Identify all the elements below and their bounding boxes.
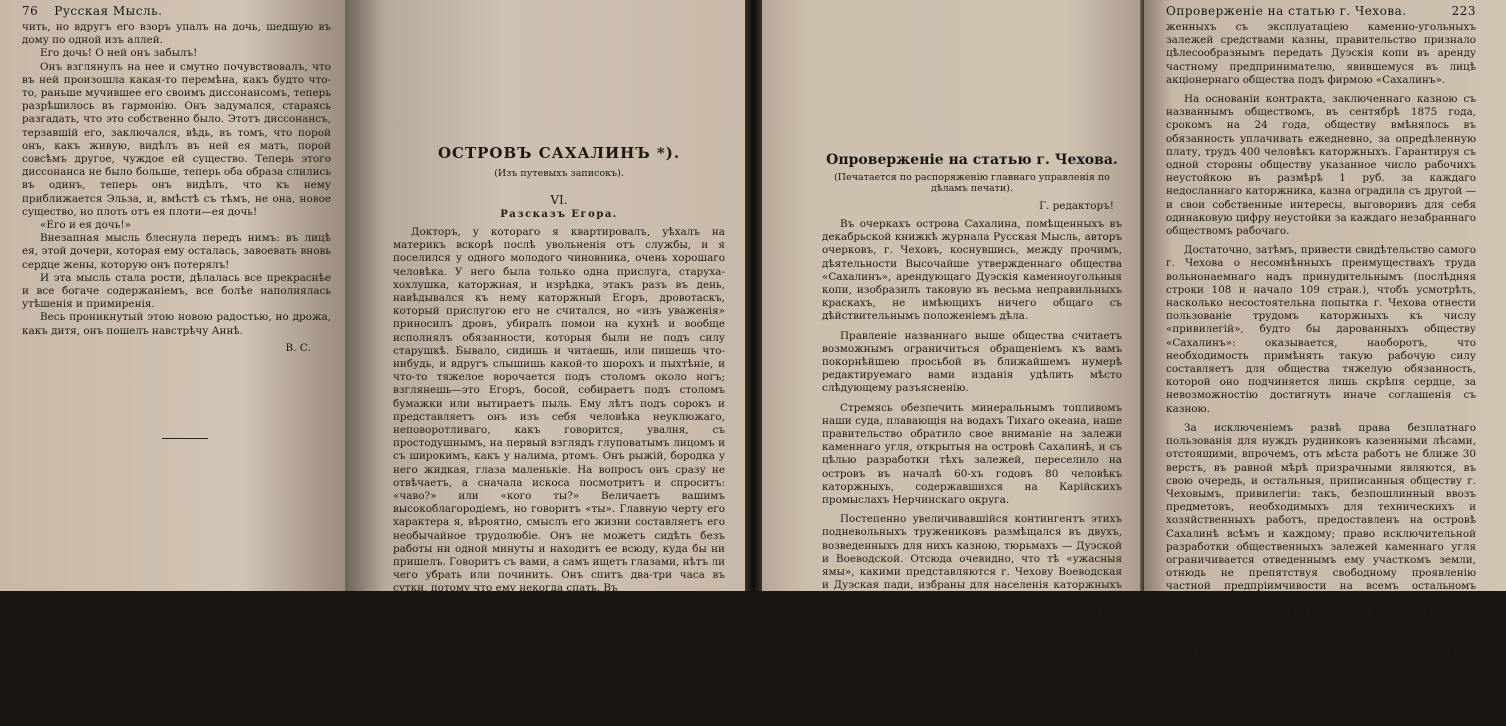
paragraph: За исключеніемъ развѣ права безплатнаго пользованія для нуждъ рудниковъ казенными лѣсами, отстоящими, впрочемъ, отъ мѣста работъ не ближе 30 верстъ, въ равной мѣрѣ призрачными являются, въ свою очередь, и остальныя, приписанныя обществу г. Чеховымъ, привилегіи: такъ, безпошлинный ввозъ предметовъ, необходимыхъ для техническихъ и хозяйственныхъ работъ, предоставленъ на островѣ Сахалинѣ всѣмъ и каждому; право исключительной разработки общественныхъ залежей каменнаго угля ограничивается отведеннымъ ему участкомъ земли, отнюдь не препятствуя свободному проявленію частной предпріимчивости на всемъ остальномъ пространствѣ острова; мало того, сама казна выступаетъ, въ извѣстной мѣрѣ, конкуррентомъ общества, вырабатывая уголь въ сосѣдствѣ съ арендуемымъ обществомъ участкомъ; наконецъ, морское вѣдомство никогда не было обязано пріобрѣтать для своихъ судовъ уголь, заготовляемый въ рудникахъ общества, каковою свободой наша тихоокеанская эскадра и воспользовалась, напримѣръ, въ 1889 г., не купивъ изъ складовъ общества ни одной тонны угля. xyxy=(1166,421,1476,725)
paragraph: Онъ взглянулъ на нее и смутно почувствовалъ, что въ ней произошла какая-то перемѣна, какъ будто что-то, раньше мучившее его своимъ диссонансомъ, теперь разрѣшилось въ гармонію. Онъ задумался, стараясь разгадать, что это собственно было. Этотъ диссонансъ, терзавшій его, заключался, вѣдь, въ томъ, что порой онъ, какъ живую, видѣлъ въ ней ея мать, порой совсѣмъ другое, чуждое ей существо. Теперь этого диссонанса не было больше, теперь оба образа слились въ одинъ, теперь онъ видѣлъ, что къ нему приближается Эльза, и, вмѣстѣ съ тѣмъ, не она, новое существо, но плоть отъ ея плоти—ея дочь! xyxy=(22,60,331,218)
page-refutation xyxy=(762,0,1144,677)
running-header xyxy=(22,4,331,18)
paragraph: Внезапная мысль блеснула передъ нимъ: въ лицѣ ея, этой дочери, которая ему осталась, завоевать вновь сердце жены, которую онъ потерялъ! xyxy=(22,232,331,271)
paragraph: женныхъ съ эксплуатаціею каменно-угольныхъ залежей средствами казны, правительство признало цѣлесообразнымъ передать Дуэскія копи въ аренду частному предпринимателю, явившемуся въ лицѣ акціонернаго общества подъ фирмою «Сахалинъ». xyxy=(1166,21,1476,86)
paragraph: Постепенно увеличивавшійся контингентъ этихъ подневольныхъ тружениковъ размѣщался въ двухъ, возведенныхъ для нихъ казною, тюрьмахъ — Дуэской и Воеводской. Отсюда очевидно, что тѣ «ужасныя ямы», какими представляются г. Чехову Воеводская и Дуэская пади, избраны для населенія каторжныхъ не по желанію и указанію агентовъ частнаго общества «Сахалинъ», а по усмотрѣнію правительственныхъ властей, притомъ задолго до образованія общества «Сахалинъ». xyxy=(822,513,1122,645)
paragraph: Достаточно, затѣмъ, привести свидѣтельство самого г. Чехова о несомнѣнныхъ преимуществахъ труда вольнонаемнаго надъ принудительнымъ (послѣдняя строки 108 и начало 109 стран.), чтобъ усмотрѣть, насколько несостоятельна попытка г. Чехова отнести пользованіе трудомъ каторжныхъ къ числу «привилегій», будто бы дарованныхъ обществу «Сахалинъ»: оказывается, наоборотъ, что необходимость примѣнять такую рабочую силу составляетъ для общества тяжелую обязанность, которой оно подчиняется лишь скрѣпя сердце, за невозможностію достигнуть иначе соглашенія съ казною. xyxy=(1166,244,1476,415)
running-title: Опроверженіе на статью г. Чехова. xyxy=(1166,4,1407,18)
book-gutter xyxy=(745,0,762,591)
paragraph: На основаніи контракта, заключеннаго казною съ названнымъ обществомъ, въ сентябрѣ 1875 года, срокомъ на 24 года, обществу вмѣнялось въ обязанность уплачивать ежедневно, за опредѣленную плату, трудъ 400 человѣкъ каторжныхъ. Гарантируя съ одной стороны обществу указанное число рабочихъ неустойкою въ размѣрѣ 1 руб. за каждаго недосланнаго каторжника, казна оградила съ другой — и свои собственные интересы, выговоривъ для себя одинаковую цифру неустойки за каждаго незабраннаго обществомъ рабочаго. xyxy=(1166,93,1476,238)
author-signature: В. С. xyxy=(285,341,311,354)
paragraph: Правленіе названнаго выше общества считаетъ возможнымъ ограничиться обращеніемъ къ вамъ покорнѣйшею просьбой въ ближайшемъ нумерѣ редактируемаго вами изданія удѣлить мѣсто слѣдующему разъясненію. xyxy=(822,329,1122,395)
footnote: *) Русская Мысль, кн. XI. xyxy=(413,609,526,620)
journal-name: Русская Мысль. xyxy=(54,4,163,18)
page-number-right: 223 xyxy=(1451,4,1476,18)
section-divider xyxy=(162,438,208,439)
story-ending-text xyxy=(22,21,331,338)
paragraph: Весь проникнутый этою новою радостью, но дрожа, какъ дитя, онъ пошелъ навстрѣчу Аннѣ. xyxy=(22,311,331,337)
page-223 xyxy=(1144,0,1506,725)
paragraph: Докторъ, у котораго я квартировалъ, уѣхалъ на материкъ вскорѣ послѣ увольненія отъ службы, и я поселился у одного молодого чиновника, очень хорошаго человѣка. У него была только одна прислуга, старуха-хохлушка, каторжная, и изрѣдка, этакъ разъ въ день, навѣдывался къ нему каторжный Егоръ, дровотаскъ, который прислугою его не считался, но «изъ уваженія» приносилъ дровъ, убиралъ помои на кухнѣ и вообще исполнялъ обязанности, которыя были не подъ силу старушкѣ. Бывало, сидишь и читаешь, или пишешь что-нибудь, и вдругъ слышишь какой-то шорохъ и пыхтѣніе, и что-то тяжелое ворочается подъ столомъ около ногъ; взглянешь—это Егоръ, босой, собираетъ подъ столомъ бумажки или вытираетъ пыль. Ему лѣтъ подъ сорокъ и представляетъ онъ изъ себя человѣка неуклюжаго, неповоротливаго, какъ говорится, увалня, съ простодушнымъ, на первый взглядъ глуповатымъ лицомъ и съ широкимъ, какъ у налима, ртомъ. Онъ рыжій, бородка у него жидкая, глаза маленькіе. На вопросъ онъ сразу не отвѣчаетъ, а сначала искоса посмотритъ и спроситъ: «чаво?» или «кого ты?» Величаетъ вашимъ высокоблагородіемъ, но говоритъ «ты». Главную черту его характера я, вѣроятно, смыслъ его жизни составляетъ его необычайное трудолюбіе. Онъ не можетъ сидѣть безъ работы ни одной минуты и находитъ ее всюду, куда бы ни пришелъ. Говоритъ съ вами, а самъ ищетъ глазами, нѣтъ ли чего убрать или починить. Онъ спитъ два-три часа въ сутки, потому что ему некогда спать. Въ xyxy=(393,226,725,595)
paragraph: Стремясь обезпечить минеральнымъ топливомъ наши суда, плавающія на водахъ Тихаго океана, наше правительство обратило свое вниманіе на залежи каменнаго угля, открытыя на островѣ Сахалинѣ, и съ цѣлью разработки тѣхъ залежей, переселило на островъ въ началѣ 60-хъ годовъ 80 человѣкъ каторжныхъ, содержавшихся на Карійскихъ промыслахъ Нерчинскаго округа. xyxy=(822,401,1122,507)
page-number: 76 xyxy=(22,4,39,18)
refutation-subtitle: (Печатается по распоряженію главнаго управленія по дѣламъ печати). xyxy=(834,172,1110,194)
paragraph: «Его и ея дочь!» xyxy=(40,219,131,232)
paragraph: Его дочь! О ней онъ забылъ! xyxy=(40,47,198,60)
article-subtitle: (Изъ путевыхъ записокъ). xyxy=(494,168,624,179)
running-header-right xyxy=(1166,4,1476,18)
article-title: ОСТРОВЪ САХАЛИНЪ *). xyxy=(437,144,681,162)
chapter-title: Разсказъ Егора. xyxy=(500,209,618,220)
refutation-body xyxy=(822,218,1122,678)
chapter-number: VI. xyxy=(550,193,568,207)
paragraph: чить, но вдругъ его взоръ упалъ на дочь, шедшую въ дому по одной изъ аллей. xyxy=(22,21,331,47)
refutation-title: Опроверженіе на статью г. Чехова. xyxy=(826,152,1118,168)
page-76 xyxy=(0,0,345,591)
paragraph: Въ очеркахъ острова Сахалина, помѣщенныхъ въ декабрьской книжкѣ журнала Русская Мысль, авторъ очерковъ, г. Чеховъ, коснувшись, между прочимъ, дѣятельности Высочайше утвержденнаго общества «Сахалинъ», арендующаго Дуэскія каменноугольныя копи, изобразилъ таковую въ весьма неправильныхъ краскахъ, не имѣющихъ ничего общаго съ дѣйствительнымъ положеніемъ дѣла. xyxy=(822,218,1122,323)
paragraph: И эта мысль стала рости, дѣлалась все прекраснѣе и все богаче содержаніемъ, все болѣе наполнялась утѣшенія и примиренія. xyxy=(22,271,331,311)
page-sakhalin xyxy=(345,0,745,620)
article-body xyxy=(393,226,725,596)
refutation-continued-body xyxy=(1166,21,1476,726)
salutation: Г. редакторъ! xyxy=(1039,200,1114,212)
paragraph: Съ теченіемъ времени, убѣдившись въ неудобствахъ, сопря- xyxy=(822,651,1122,677)
